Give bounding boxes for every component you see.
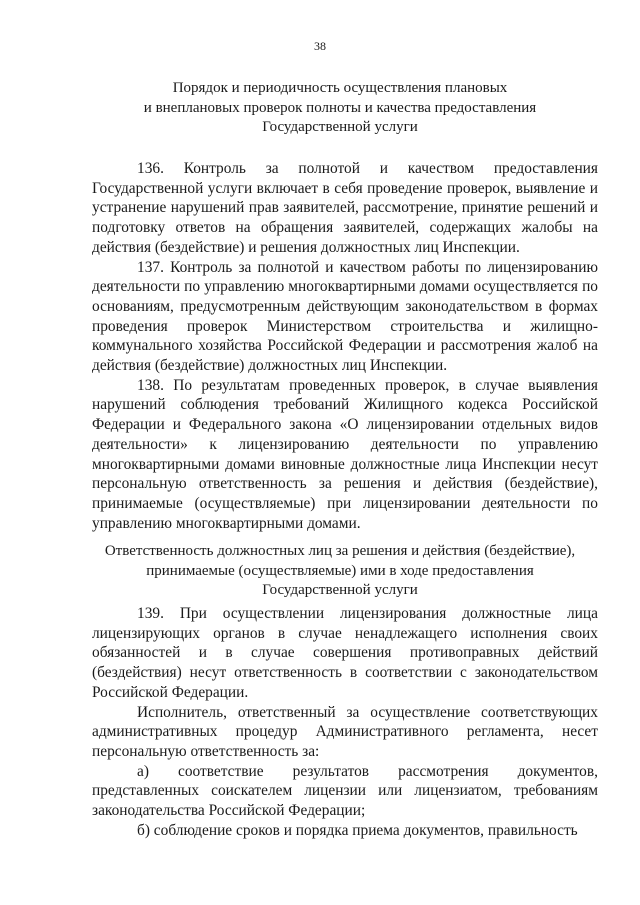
heading-line: принимаемые (осуществляемые) ими в ходе предоставления — [146, 562, 534, 579]
paragraph-136: 136. Контроль за полнотой и качеством предоставления Государственной услуги включает в себя проведение проверок, выявление и устранение нарушений прав заявителей, рассмотрение, принятие решений и подготовку ответов на обращения заявителей, содержащих жалобы на действия (бездействие) и решения должностных лиц Инспекции. — [92, 160, 598, 256]
paragraph-executor: Исполнитель, ответственный за осуществление соответствующих административных процедур Административного регламента, несет персональную ответственность за: — [92, 703, 598, 760]
paragraph-137: 137. Контроль за полнотой и качеством работы по лицензированию деятельности по управлению многоквартирными домами осуществляется по основаниям, предусмотренным действующим законодательством в формах проведения проверок Министерством строительства и жилищно-коммунального хозяйства Российской Федерации и рассмотрения жалоб на действия (бездействие) должностных лиц Инспекции. — [92, 258, 598, 375]
paragraph-139: 139. При осуществлении лицензирования должностные лица лицензирующих органов в случае ненадлежащего исполнения своих обязанностей и в случае совершения противоправных действий (бездействия) несут ответственность в соответствии с законодательством Российской Федерации. — [92, 605, 598, 701]
heading-line: Государственной услуги — [262, 119, 418, 135]
heading-line: и внеплановых проверок полноты и качества предоставления — [143, 99, 537, 116]
list-item-a: а) соответствие результатов рассмотрения документов, представленных соискателем лицензии или лицензиатом, требованиям законодательства Российской Федерации; — [92, 762, 598, 820]
heading-line: Порядок и периодичность осуществления плановых — [172, 80, 508, 96]
heading-line: Государственной услуги — [262, 582, 418, 598]
section-heading-inspections — [90, 79, 590, 138]
page-number: 38 — [314, 39, 326, 53]
list-item-b: б) соблюдение сроков и порядка приема документов, правильность — [137, 821, 578, 839]
section-body-responsibility — [92, 604, 598, 840]
heading-line: Ответственность должностных лиц за решения и действия (бездействие), — [104, 543, 576, 559]
section-body-inspections — [92, 159, 598, 533]
paragraph-138: 138. По результатам проведенных проверок, в случае выявления нарушений соблюдения требований Жилищного кодекса Российской Федерации и Федерального закона «О лицензировании отдельных видов деятельности» к лицензированию деятельности по управлению многоквартирными домами виновные должностные лица Инспекции несут персональную ответственность за решения и действия (бездействие), принимаемые (осуществляемые) при лицензировании деятельности по управлению многоквартирными домами. — [92, 376, 598, 532]
section-heading-responsibility — [90, 542, 590, 601]
